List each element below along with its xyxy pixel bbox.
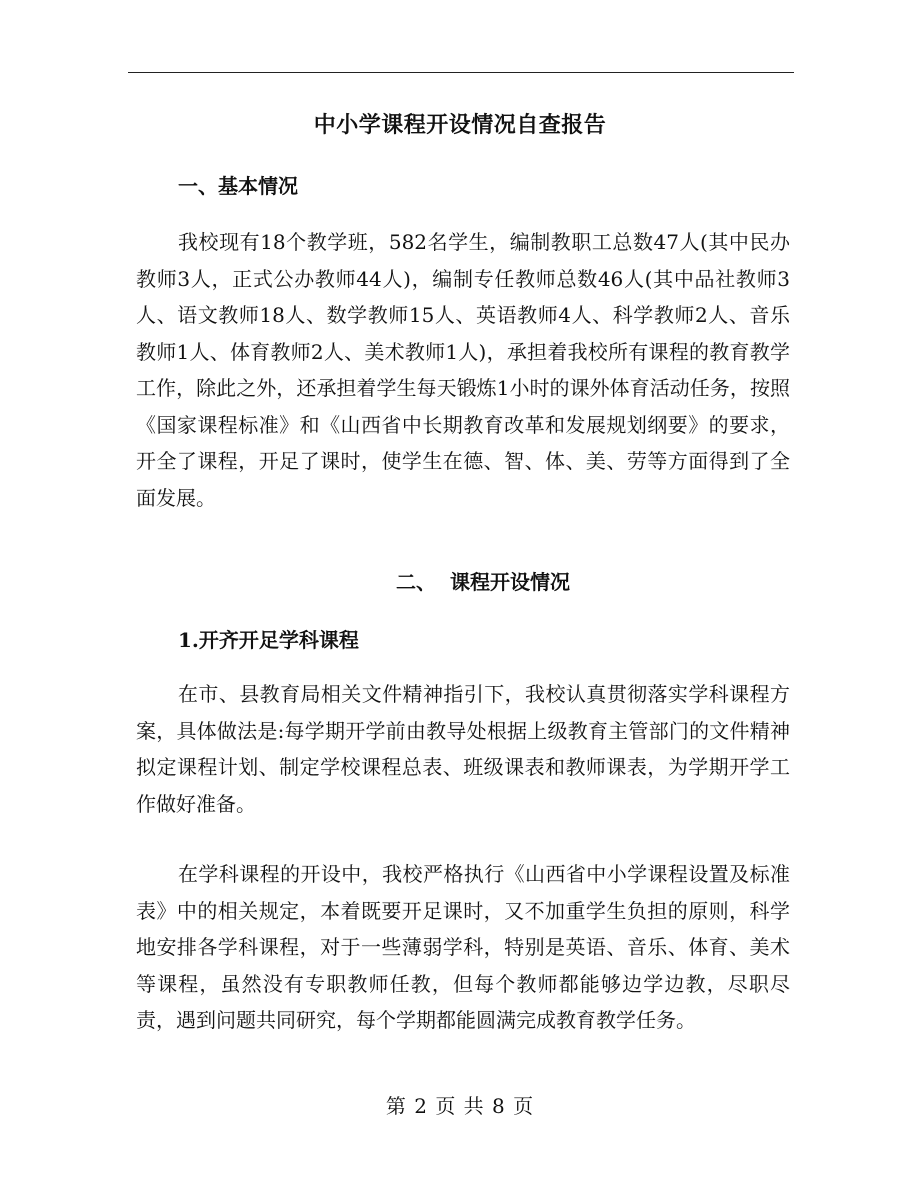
paragraph-basic-info: 我校现有18个教学班，582名学生，编制教职工总数47人(其中民办教师3人，正式公办教师44人)，编制专任教师总数46人(其中品社教师3人、语文教师18人、数学教师15人、英语教师4人、科学教师2人、音乐教师1人、体育教师2人、美术教师1人)，承担着我校所有课程的教育教学工作，除此之外，还承担着学生每天锻炼1小时的课外体育活动任务，按照《国家课程标准》和《山西省中长期教育改革和发展规划纲要》的要求，开全了课程，开足了课时，使学生在德、智、体、美、劳等方面得到了全面发展。	[136, 230, 790, 510]
page-number-footer: 第 2 页 共 8 页	[385, 1094, 535, 1118]
section-heading-basic-info: 一、基本情况	[178, 174, 298, 198]
section-heading-course-setup: 二、 课程开设情况	[396, 570, 570, 594]
document-title: 中小学课程开设情况自查报告	[313, 113, 607, 138]
subsection-heading-subject-courses: 1.开齐开足学科课程	[178, 628, 359, 652]
paragraph-course-plan: 在市、县教育局相关文件精神指引下，我校认真贯彻落实学科课程方案，具体做法是:每学期开学前由教导处根据上级教育主管部门的文件精神拟定课程计划、制定学校课程总表、班级课表和教师课表，为学期开学工作做好准备。	[136, 682, 790, 816]
header-rule	[128, 72, 794, 73]
paragraph-course-execution: 在学科课程的开设中，我校严格执行《山西省中小学课程设置及标准表》中的相关规定，本着既要开足课时，又不加重学生负担的原则，科学地安排各学科课程，对于一些薄弱学科，特别是英语、音乐、体育、美术等课程，虽然没有专职教师任教，但每个教师都能够边学边教，尽职尽责，遇到问题共同研究，每个学期都能圆满完成教育教学任务。	[136, 862, 790, 1032]
